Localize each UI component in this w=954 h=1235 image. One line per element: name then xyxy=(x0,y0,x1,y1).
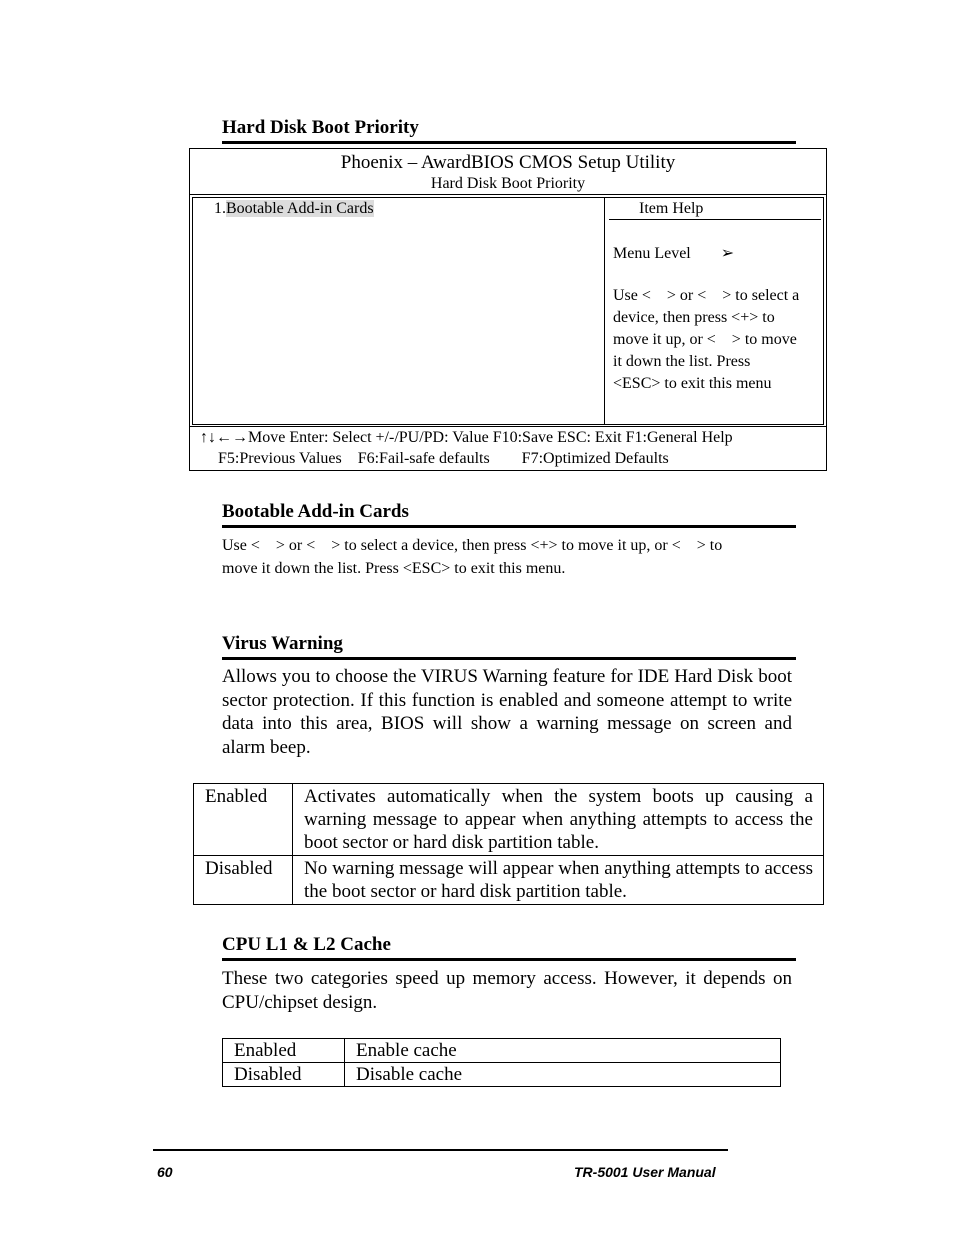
bios-key-legend xyxy=(190,426,826,471)
bios-screen xyxy=(189,148,827,471)
cpu-cache-options-table xyxy=(222,1038,781,1087)
bios-subtitle: Hard Disk Boot Priority xyxy=(430,175,586,192)
section-heading-hard-disk-boot-priority: Hard Disk Boot Priority xyxy=(222,117,796,144)
bios-header xyxy=(190,149,826,195)
help-line: device, then press <+> to xyxy=(613,309,775,326)
table-row xyxy=(223,1039,781,1063)
help-line: it down the list. Press xyxy=(613,353,751,370)
virus-warning-options-table xyxy=(193,783,824,905)
table-row xyxy=(194,856,824,905)
table-row xyxy=(223,1063,781,1087)
bios-title: Phoenix – AwardBIOS CMOS Setup Utility xyxy=(340,152,676,173)
description-cell: Disable cache xyxy=(345,1063,781,1087)
help-title: Item Help xyxy=(609,199,821,220)
bios-item-label: Bootable Add-in Cards xyxy=(226,200,374,217)
description-cell: No warning message will appear when anything attempts to access the boot sector or hard disk partition table. xyxy=(293,856,824,905)
help-line: Use < > or < > to select a xyxy=(613,287,800,304)
description-cell: Activates automatically when the system boots up causing a warning message to appear when anything attempts to access the boot sector or hard disk partition table. xyxy=(293,784,824,856)
section-heading-cpu-cache: CPU L1 & L2 Cache xyxy=(222,934,796,961)
table-row xyxy=(194,784,824,856)
bios-item-number: 1. xyxy=(214,200,226,217)
bios-help-panel xyxy=(605,198,823,424)
section-heading-virus-warning: Virus Warning xyxy=(222,633,796,660)
page-number: 60 xyxy=(157,1164,173,1180)
option-cell: Enabled xyxy=(194,784,293,856)
cpu-cache-description: These two categories speed up memory access. However, it depends on CPU/chipset design. xyxy=(222,968,792,1013)
manual-title: TR-5001 User Manual xyxy=(574,1164,716,1180)
key-legend-line-2: F5:Previous Values F6:Fail-safe defaults F7:Optimized Defaults xyxy=(218,450,669,467)
option-cell: Enabled xyxy=(223,1039,345,1063)
help-text xyxy=(613,285,825,395)
option-cell: Disabled xyxy=(223,1063,345,1087)
help-line: <ESC> to exit this menu xyxy=(613,375,772,392)
description-cell: Enable cache xyxy=(345,1039,781,1063)
virus-warning-description: Allows you to choose the VIRUS Warning feature for IDE Hard Disk boot sector protection. If this function is enabled and someone attempt to write data into this area, BIOS will show a warning message on screen and alarm beep. xyxy=(222,666,792,758)
footer-rule xyxy=(153,1149,728,1151)
arrow-right-icon: ➢ xyxy=(720,245,735,262)
menu-level xyxy=(613,244,734,264)
bootable-cards-description xyxy=(222,534,802,580)
bios-boot-item[interactable] xyxy=(214,199,374,219)
option-cell: Disabled xyxy=(194,856,293,905)
menu-level-label: Menu Level xyxy=(613,245,691,262)
help-line: move it up, or < > to move xyxy=(613,331,797,348)
description-line: move it down the list. Press <ESC> to exit this menu. xyxy=(222,560,566,577)
bios-body xyxy=(192,197,824,425)
key-legend-line-1: ↑↓←→Move Enter: Select +/-/PU/PD: Value F10:Save ESC: Exit F1:General Help xyxy=(200,429,733,446)
section-heading-bootable-add-in-cards: Bootable Add-in Cards xyxy=(222,501,796,528)
bios-item-list xyxy=(193,198,605,424)
description-line: Use < > or < > to select a device, then press <+> to move it up, or < > to xyxy=(222,537,723,554)
